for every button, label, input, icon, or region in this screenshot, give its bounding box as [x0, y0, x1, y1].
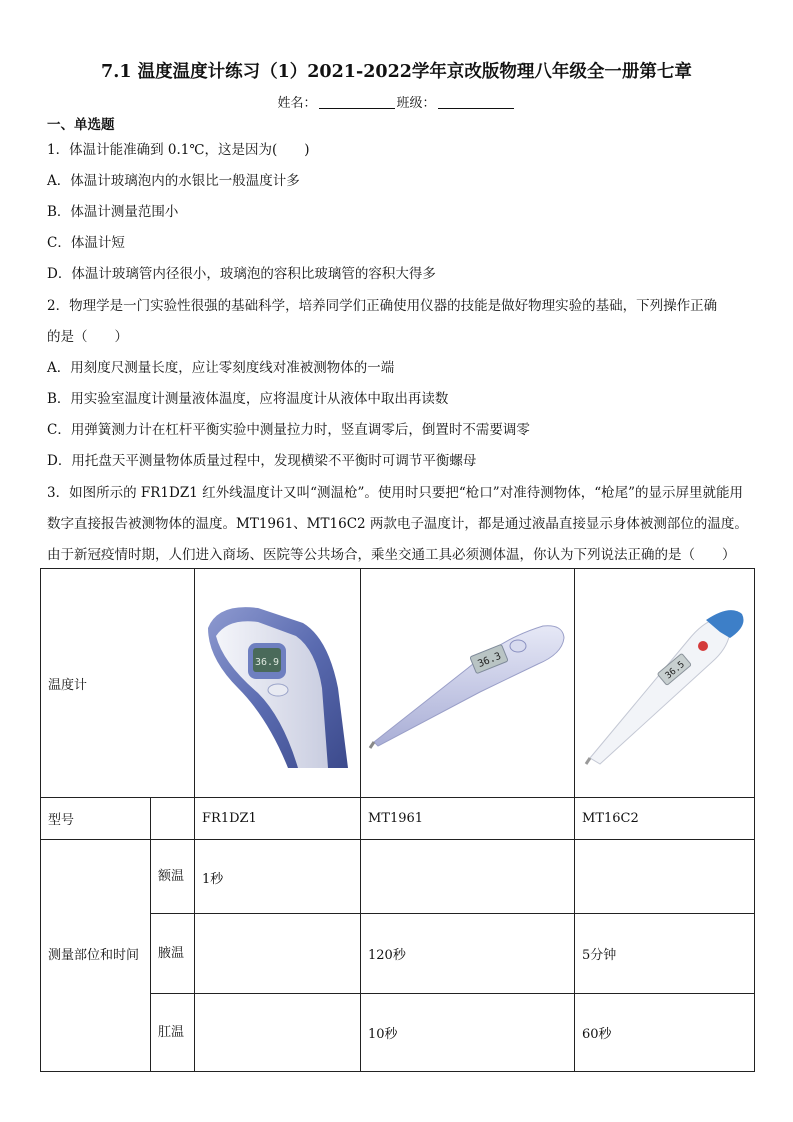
table-row [41, 569, 755, 798]
mt1961-thermometer-image [361, 569, 575, 798]
table-row [41, 840, 755, 914]
q2-stem-line-2: 的是（ ） [47, 329, 128, 345]
table-row [41, 798, 755, 840]
value-cell: 60秒 [575, 994, 755, 1072]
thermometer-table [40, 568, 755, 1072]
q3-stem-line-1: 3．如图所示的 FR1DZ1 红外线温度计又叫“测温枪”。使用时只要把“枪口”对准待测物体，“枪尾”的显示屏里就能用 [47, 485, 743, 501]
row-label-thermometer: 温度计 [41, 569, 195, 798]
name-blank[interactable] [319, 96, 395, 109]
q1-option-a[interactable]: A．体温计玻璃泡内的水银比一般温度计多 [47, 173, 300, 189]
site-armpit: 腋温 [151, 914, 195, 994]
value-cell [195, 994, 361, 1072]
q2-option-a[interactable]: A．用刻度尺测量长度，应让零刻度线对准被测物体的一端 [47, 360, 395, 376]
mt16c2-display-readout: 36.5 [663, 659, 687, 682]
infrared-thermometer-icon [198, 598, 358, 768]
name-label: 姓名： [277, 96, 317, 111]
model-fr1dz1: FR1DZ1 [195, 798, 361, 840]
section-heading: 一、单选题 [47, 117, 115, 133]
ir-display-readout: 36.9 [254, 657, 279, 668]
q1-option-b[interactable]: B．体温计测量范围小 [47, 204, 179, 220]
mt1961-display-readout: 36.3 [475, 650, 503, 671]
value-cell: 1秒 [195, 840, 361, 914]
site-forehead: 额温 [151, 840, 195, 914]
row-label-model: 型号 [41, 798, 151, 840]
q2-option-b[interactable]: B．用实验室温度计测量液体温度，应将温度计从液体中取出再读数 [47, 391, 449, 407]
page-title: 7.1 温度温度计练习（1）2021-2022学年京改版物理八年级全一册第七章 [101, 62, 692, 82]
value-cell: 5分钟 [575, 914, 755, 994]
site-rectal: 肛温 [151, 994, 195, 1072]
q3-stem-line-2: 数字直接报告被测物体的温度。MT1961、MT16C2 两款电子温度计，都是通过液晶直接显示身体被测部位的温度。 [47, 516, 748, 532]
q1-stem: 1．体温计能准确到 0.1℃，这是因为( ) [47, 142, 310, 158]
digital-thermometer-icon [368, 608, 568, 758]
mt16c2-thermometer-image [575, 569, 755, 798]
class-label: 班级： [396, 96, 436, 111]
value-cell: 10秒 [361, 994, 575, 1072]
value-cell [575, 840, 755, 914]
value-cell [195, 914, 361, 994]
q2-stem-line-1: 2．物理学是一门实验性很强的基础科学，培养同学们正确使用仪器的技能是做好物理实验的基础，下列操作正确 [47, 298, 718, 314]
q2-option-c[interactable]: C．用弹簧测力计在杠杆平衡实验中测量拉力时，竖直调零后，倒置时不需要调零 [47, 422, 530, 438]
ir-thermometer-image [195, 569, 361, 798]
table-cell-empty [151, 798, 195, 840]
model-mt16c2: MT16C2 [575, 798, 755, 840]
q3-stem-line-3: 由于新冠疫情时期，人们进入商场、医院等公共场合，乘坐交通工具必须测体温，你认为下列说法正确的是（ ） [47, 547, 736, 563]
digital-thermometer-icon [580, 598, 750, 768]
q1-option-d[interactable]: D．体温计玻璃管内径很小，玻璃泡的容积比玻璃管的容积大得多 [47, 266, 436, 282]
student-info [0, 92, 793, 111]
value-cell [361, 840, 575, 914]
q1-option-c[interactable]: C．体温计短 [47, 235, 125, 251]
q2-option-d[interactable]: D．用托盘天平测量物体质量过程中，发现横梁不平衡时可调节平衡螺母 [47, 453, 477, 469]
row-label-measure: 测量部位和时间 [41, 840, 151, 1072]
class-blank[interactable] [438, 96, 514, 109]
model-mt1961: MT1961 [361, 798, 575, 840]
value-cell: 120秒 [361, 914, 575, 994]
